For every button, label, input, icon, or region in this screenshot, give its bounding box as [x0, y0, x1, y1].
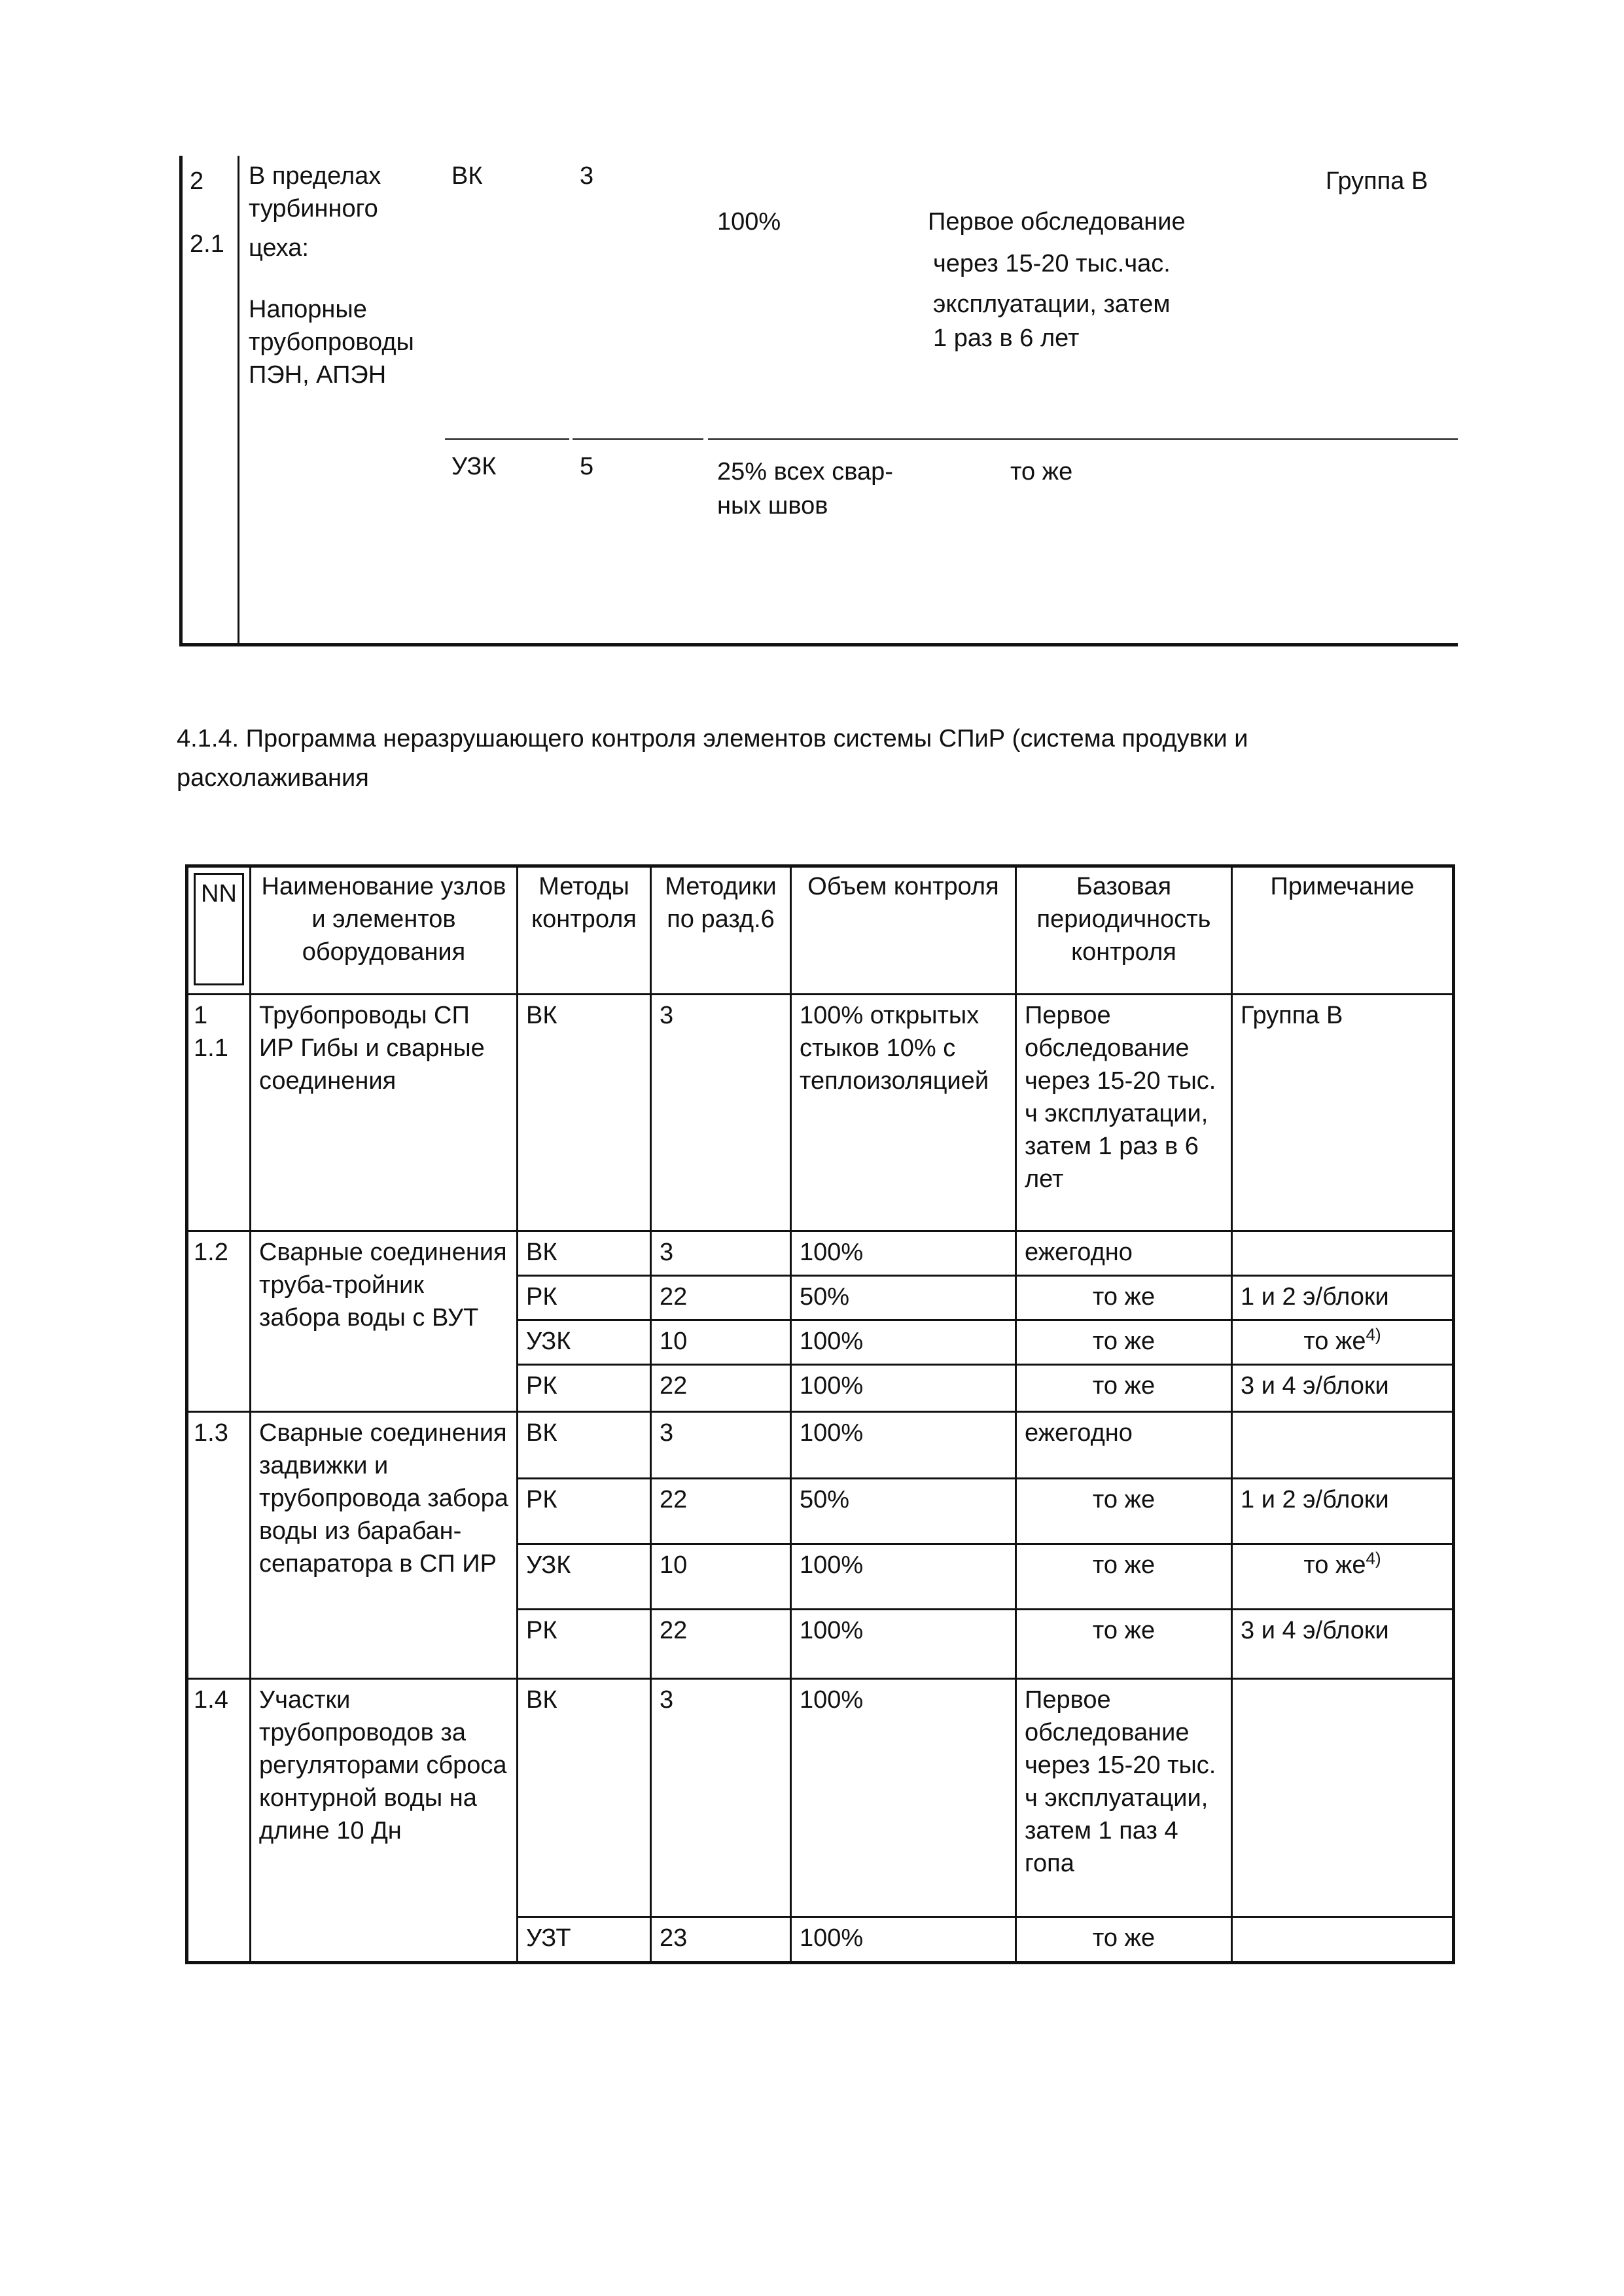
row-method: УЗК: [518, 1320, 651, 1365]
table1-method: ВК: [451, 162, 483, 190]
table-row: [187, 1679, 1454, 1917]
table1-periodicity-line: через 15-20 тыс.час.: [933, 250, 1171, 277]
table1-volume-line: ных швов: [717, 492, 828, 520]
row-volume: 50%: [791, 1276, 1016, 1320]
table-row: [187, 1231, 1454, 1276]
row-technique: 23: [651, 1917, 791, 1963]
row-note: 3 и 4 э/блоки: [1232, 1610, 1454, 1679]
table1-left-border: [179, 156, 183, 646]
table1-name-line: В пределах: [249, 162, 381, 190]
table1-nn-sub: 2.1: [190, 230, 224, 258]
row-technique: 22: [651, 1276, 791, 1320]
row-name: Сварные соединения труба-тройник забора воды с ВУТ: [251, 1231, 518, 1412]
table1-note: Группа В: [1326, 168, 1428, 195]
header-techniques: Методики по разд.6: [651, 866, 791, 995]
row-note-footnote: 4): [1366, 1324, 1381, 1345]
table1-technique: 3: [580, 162, 594, 190]
row-nn: [187, 995, 251, 1231]
row-periodicity: то же: [1016, 1610, 1232, 1679]
row-volume: 100%: [791, 1917, 1016, 1963]
row-note: 1 и 2 э/блоки: [1232, 1276, 1454, 1320]
header-name: Наименование узлов и элементов оборудования: [251, 866, 518, 995]
row-periodicity: то же: [1016, 1365, 1232, 1412]
row-periodicity: Первое обследование через 15-20 тыс. ч эксплуатации, затем 1 раз в 6 лет: [1016, 995, 1232, 1231]
table1-periodicity-line: 1 раз в 6 лет: [933, 325, 1080, 352]
row-periodicity: ежегодно: [1016, 1412, 1232, 1479]
row-method: УЗК: [518, 1544, 651, 1610]
table1-bottom-border: [179, 643, 1458, 646]
row-volume: 100%: [791, 1679, 1016, 1917]
row-name: Сварные соединения задвижки и трубопровода забора воды из барабан-сепаратора в СП ИР: [251, 1412, 518, 1679]
table1-subname-line: трубопроводы: [249, 328, 414, 356]
row-method: ВК: [518, 1412, 651, 1479]
table1-nn-divider: [238, 156, 239, 646]
row-method: ВК: [518, 995, 651, 1231]
table1-row-divider-c: [708, 438, 1458, 440]
table1-subname-line: Напорные: [249, 296, 367, 323]
row-technique: 3: [651, 1679, 791, 1917]
table-row: [187, 995, 1454, 1231]
header-nn: NN: [194, 873, 244, 985]
header-methods: Методы контроля: [518, 866, 651, 995]
row-technique: 22: [651, 1365, 791, 1412]
table1-row-divider-a: [445, 438, 569, 440]
row-note-cell: [1232, 1544, 1454, 1610]
table1-volume: 100%: [717, 208, 781, 236]
row-technique: 3: [651, 1412, 791, 1479]
row-nn: 1.2: [187, 1231, 251, 1412]
table1-volume-line: 25% всех свар-: [717, 458, 893, 486]
table1-periodicity-line: эксплуатации, затем: [933, 291, 1171, 318]
table1-row-divider-b: [573, 438, 703, 440]
header-periodicity: Базовая периодичность контроля: [1016, 866, 1232, 995]
section-heading-cont: расхолаживания: [177, 764, 369, 792]
row-note: [1232, 1679, 1454, 1917]
row-technique: 10: [651, 1320, 791, 1365]
header-volume: Объем контроля: [791, 866, 1016, 995]
row-volume: 100%: [791, 1412, 1016, 1479]
row-name: Участки трубопроводов за регуляторами сброса контурной воды на длине 10 Дн: [251, 1679, 518, 1963]
row-technique: 3: [651, 1231, 791, 1276]
row-nn-sub: 1.1: [194, 1034, 228, 1062]
row-technique: 22: [651, 1479, 791, 1544]
row-note-footnote: 4): [1366, 1548, 1381, 1568]
row-technique: 10: [651, 1544, 791, 1610]
table1-name-line: турбинного: [249, 195, 378, 222]
row-note: [1232, 1231, 1454, 1276]
table-header-row: [187, 866, 1454, 995]
table1-periodicity-line: Первое обследование: [928, 208, 1186, 236]
section-heading: 4.1.4. Программа неразрушающего контроля элементов системы СПиР (система продувки и: [177, 725, 1248, 752]
row-note: то же: [1303, 1328, 1366, 1355]
header-nn-cell: [187, 866, 251, 995]
table-row: [187, 1412, 1454, 1479]
row-periodicity: ежегодно: [1016, 1231, 1232, 1276]
row-periodicity: то же: [1016, 1276, 1232, 1320]
row-note: Группа В: [1232, 995, 1454, 1231]
row-periodicity: то же: [1016, 1544, 1232, 1610]
row-name: Трубопроводы СП ИР Гибы и сварные соединения: [251, 995, 518, 1231]
row-note: [1232, 1412, 1454, 1479]
inspection-program-table: [185, 864, 1455, 1964]
row-periodicity: то же: [1016, 1917, 1232, 1963]
row-method: ВК: [518, 1231, 651, 1276]
row-technique: 3: [651, 995, 791, 1231]
row-note: 3 и 4 э/блоки: [1232, 1365, 1454, 1412]
row-periodicity: то же: [1016, 1479, 1232, 1544]
table1-nn-top: 2: [190, 168, 204, 195]
row-method: РК: [518, 1479, 651, 1544]
row-periodicity: то же: [1016, 1320, 1232, 1365]
row-method: РК: [518, 1276, 651, 1320]
row-nn-top: 1: [194, 1002, 208, 1029]
table1-periodicity: то же: [1010, 458, 1073, 486]
row-nn: 1.3: [187, 1412, 251, 1679]
header-note: Примечание: [1232, 866, 1454, 995]
table1-method: УЗК: [451, 453, 497, 480]
table1-technique: 5: [580, 453, 594, 480]
row-method: УЗТ: [518, 1917, 651, 1963]
row-volume: 100% открытых стыков 10% с теплоизоляцией: [791, 995, 1016, 1231]
row-technique: 22: [651, 1610, 791, 1679]
row-volume: 100%: [791, 1544, 1016, 1610]
row-nn: 1.4: [187, 1679, 251, 1963]
row-volume: 100%: [791, 1610, 1016, 1679]
row-note: 1 и 2 э/блоки: [1232, 1479, 1454, 1544]
row-periodicity: Первое обследование через 15-20 тыс. ч эксплуатации, затем 1 паз 4 гопа: [1016, 1679, 1232, 1917]
row-method: ВК: [518, 1679, 651, 1917]
row-method: РК: [518, 1610, 651, 1679]
row-method: РК: [518, 1365, 651, 1412]
row-volume: 100%: [791, 1365, 1016, 1412]
row-note-cell: [1232, 1320, 1454, 1365]
row-volume: 100%: [791, 1231, 1016, 1276]
row-volume: 100%: [791, 1320, 1016, 1365]
row-note: то же: [1303, 1551, 1366, 1579]
table1-name-line: цеха:: [249, 234, 309, 262]
row-volume: 50%: [791, 1479, 1016, 1544]
table1-subname-line: ПЭН, АПЭН: [249, 361, 387, 389]
row-note: [1232, 1917, 1454, 1963]
